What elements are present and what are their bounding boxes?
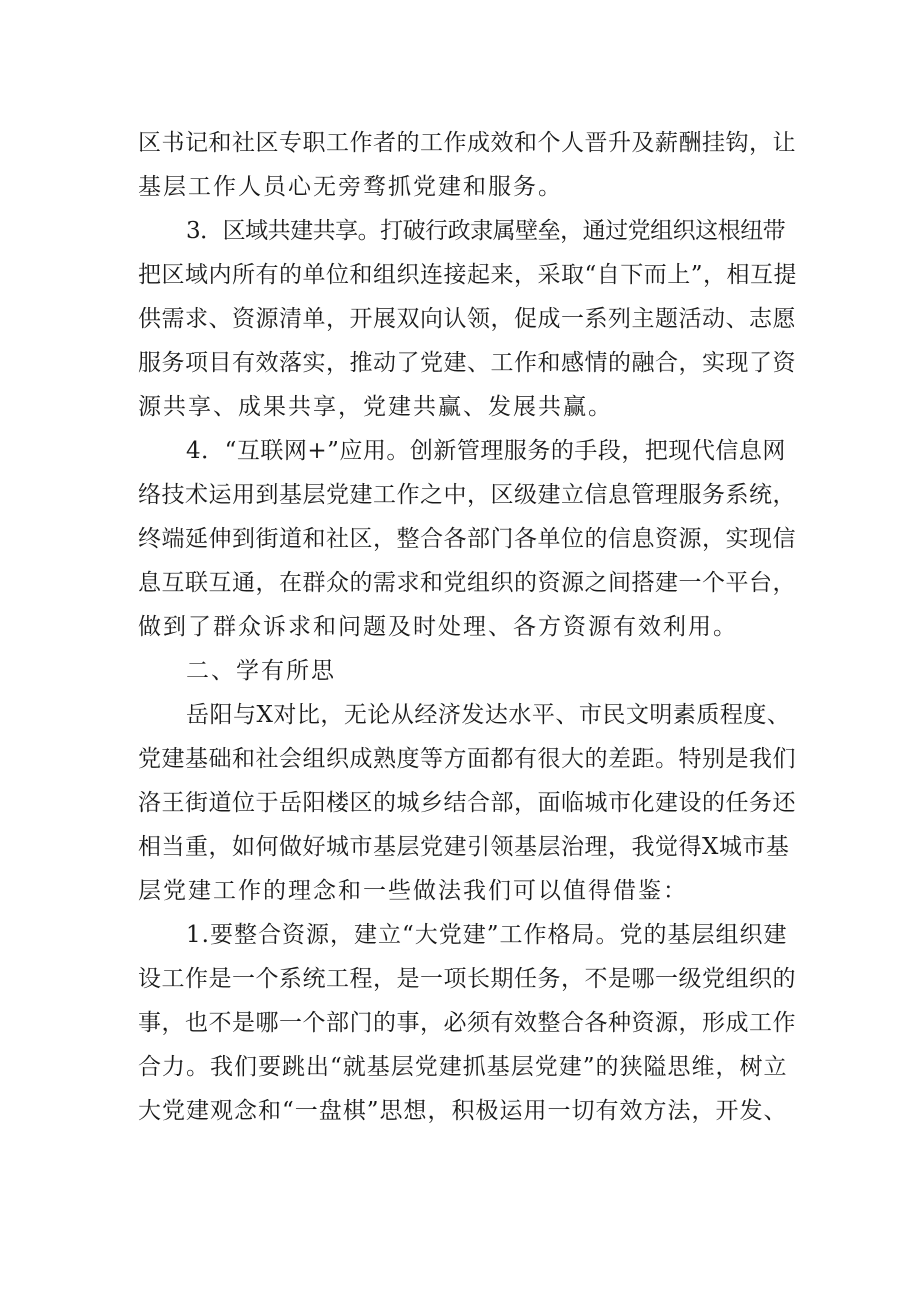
text-line: 络技术运用到基层党建工作之中，区级建立信息管理服务系统， (138, 482, 796, 508)
text-line: 1.要整合资源，建立“大党建”工作格局。党的基层组织建 (186, 922, 788, 948)
text-line: 党建基础和社会组织成熟度等方面都有很大的差距。特别是我们 (138, 746, 796, 772)
text-line: 大党建观念和“一盘棋”思想，积极运用一切有效方法，开发、 (138, 1098, 788, 1124)
text-line: 把区域内所有的单位和组织连接起来，采取“自下而上”，相互提 (138, 262, 798, 288)
text-line: 岳阳与X对比，无论从经济发达水平、市民文明素质程度、 (186, 702, 791, 728)
text-line: 相当重，如何做好城市基层党建引领基层治理，我觉得X城市基 (138, 834, 790, 860)
text-line: 源共享、成果共享，党建共赢、发展共赢。 (138, 394, 613, 420)
section-heading: 二、学有所思 (186, 658, 336, 684)
text-line: 做到了群众诉求和问题及时处理、各方资源有效利用。 (138, 614, 738, 640)
text-line: 区书记和社区专职工作者的工作成效和个人晋升及薪酬挂钩，让 (138, 130, 796, 156)
text-line: 层党建工作的理念和一些做法我们可以值得借鉴： (138, 878, 688, 904)
text-line: 洛王街道位于岳阳楼区的城乡结合部，面临城市化建设的任务还 (138, 790, 796, 816)
text-line: 4．“互联网+”应用。创新管理服务的手段，把现代信息网 (186, 438, 786, 464)
text-line: 合力。我们要跳出“就基层党建抓基层党建”的狭隘思维，树立 (138, 1054, 788, 1080)
text-line: 基层工作人员心无旁骛抓党建和服务。 (138, 174, 563, 200)
text-line: 终端延伸到街道和社区，整合各部门各单位的信息资源，实现信 (138, 526, 796, 552)
text-line: 供需求、资源清单，开展双向认领，促成一系列主题活动、志愿 (138, 306, 796, 332)
text-line: 息互联互通，在群众的需求和党组织的资源之间搭建一个平台， (138, 570, 796, 596)
text-line: 3．区域共建共享。打破行政隶属壁垒，通过党组织这根纽带 (186, 218, 786, 244)
text-line: 事，也不是哪一个部门的事，必须有效整合各种资源，形成工作 (138, 1010, 796, 1036)
text-line: 服务项目有效落实，推动了党建、工作和感情的融合，实现了资 (138, 350, 796, 376)
text-line: 设工作是一个系统工程，是一项长期任务，不是哪一级党组织的 (138, 966, 796, 992)
